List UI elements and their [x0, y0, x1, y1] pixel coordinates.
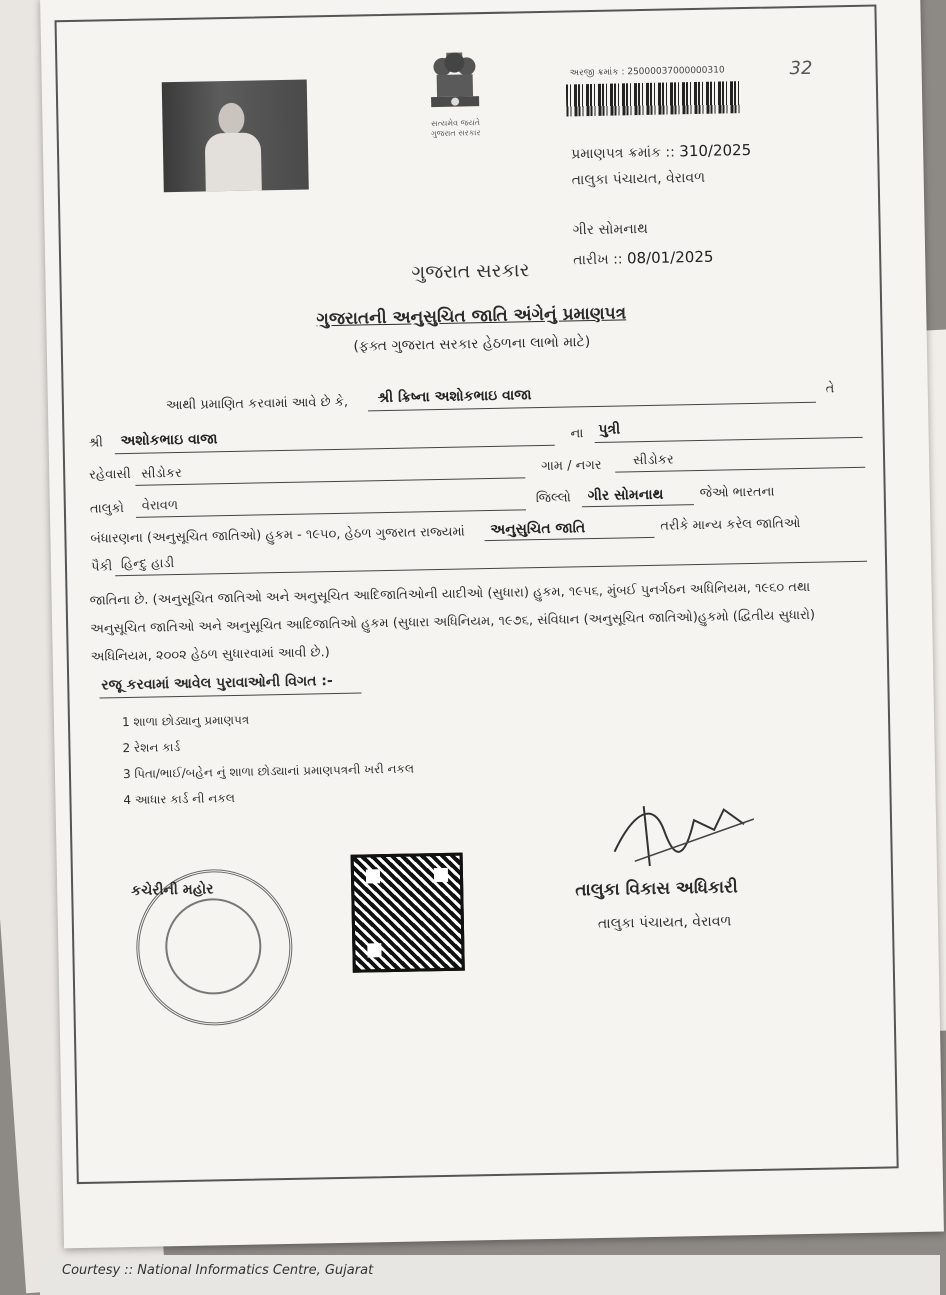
officer-title: તાલુકા વિકાસ અધિકારી — [575, 877, 738, 901]
na-label: ના — [570, 426, 584, 442]
applicant-photo — [162, 79, 309, 192]
seal-inner-ring — [164, 897, 262, 995]
evidence-item: 1 શાળા છોડ્યાનુ પ્રમાણપત્ર — [121, 712, 250, 730]
taluka-label: તાલુકો — [89, 501, 125, 517]
te-label: તે — [825, 381, 835, 397]
certify-label: આથી પ્રમાણિત કરવામાં આવે છે કે, — [165, 394, 349, 414]
evidence-item: 4 આધાર કાર્ડ ની નકલ — [123, 790, 235, 808]
evidence-heading-rule — [100, 693, 362, 699]
relation-rule — [595, 437, 863, 443]
district-value: ગીર સોમનાથ — [587, 486, 664, 505]
evidence-item: 3 પિતા/ભાઈ/બહેન નું શાળા છોડ્યાનાં પ્રમાણપત્રની ખરી નકલ — [122, 761, 415, 782]
taluka-value: વેરાવળ — [141, 498, 179, 514]
district-line: ગીર સોમનાથ — [572, 220, 649, 239]
evidence-heading: રજૂ કરવામાં આવેલ પુરાવાઓની વિગત :- — [101, 673, 333, 694]
certificate-number-label: પ્રમાણપત્ર ક્રમાંક :: — [571, 144, 676, 163]
certificate-sheet — [40, 0, 944, 1248]
photo-body — [205, 132, 262, 192]
legal-paragraph-line: અધિનિયમ, ૨૦૦૨ હેઠળ સુધારવામાં આવી છે.) — [90, 645, 330, 665]
application-number: અરજી ક્રમાંક : 25000037000000310 — [569, 65, 725, 79]
relation-value: પુત્રી — [598, 421, 621, 438]
shri-label: શ્રી — [88, 435, 104, 451]
date-label: તારીખ :: — [573, 251, 623, 269]
evidence-item: 2 રેશન કાર્ડ — [122, 740, 181, 756]
certificate-subtitle: (ફક્ત ગુજરાત સરકાર હેઠળના લાભો માટે) — [353, 334, 591, 355]
lion-capital-icon — [424, 44, 485, 115]
certificate-border — [55, 5, 899, 1185]
recognised-text: તરીકે માન્ય કરેલ જાતિઓ — [660, 516, 801, 534]
village-value: સીડોકર — [632, 452, 674, 469]
state-emblem — [409, 44, 501, 146]
certificate-number: 310/2025 — [679, 140, 752, 161]
officer-signature — [603, 789, 755, 872]
courtesy-footer: Courtesy :: National Informatics Centre, Gujarat — [62, 1263, 374, 1278]
constitution-text: બંધારણના (અનુસૂચિત જાતિઓ) હુકમ - ૧૯૫૦, હેઠળ ગુજરાત રાજ્યમાં — [90, 524, 465, 547]
caste-value: હિન્દુ હાડી — [120, 556, 175, 573]
barcode — [566, 81, 741, 116]
caste-rule — [115, 561, 867, 576]
category-value: અનુસુચિત જાતિ — [490, 520, 586, 539]
legal-paragraph-line: અનુસૂચિત જાતિઓ અને અનુસૂચિત આદિજાતિઓ હુકમ (સુધારા અધિનિયમ, ૧૯૭૬, સંવિધાન (અનુસૂચિત જાતિઓ)હુકમો (દ્વિતીય સુધારો) — [90, 607, 816, 637]
qr-code — [351, 853, 465, 973]
emblem-motto: સત્યમેવ જયતે — [430, 118, 481, 129]
office-seal-label: કચેરીની મહોર — [131, 881, 214, 899]
photo-face — [218, 103, 245, 135]
resident-rule — [135, 477, 525, 485]
father-name: અશોકભાઇ વાજા — [120, 431, 218, 450]
taluka-rule — [136, 509, 526, 517]
resident-label: રહેવાસી — [89, 466, 131, 483]
issue-date: 08/01/2025 — [626, 247, 714, 268]
office-line: તાલુકા પંચાયત, વેરાવળ — [571, 169, 706, 189]
legal-paragraph-line: જાતિના છે. (અનુસૂચિત જાતિઓ અને અનુસૂચિત આદિજાતિઓની યાદીઓ (સુધારા) હુકમ, ૧૯૫૬, મુંબઈ પુનર્ગઠન અધિનિયમ, ૧૯૬૦ તથા — [89, 579, 811, 609]
officer-office: તાલુકા પંચાયત, વેરાવળ — [597, 913, 732, 933]
india-label: જેઓ ભારતના — [699, 484, 775, 501]
emblem-government: ગુજરાત સરકાર — [430, 128, 481, 139]
handwritten-margin-number: 32 — [789, 57, 813, 80]
certificate-number-line — [571, 141, 751, 162]
district-label: જિલ્લો — [535, 490, 571, 507]
certificate-title: ગુજરાતની અનુસુચિત જાતિ અંગેનું પ્રમાણપત્ર — [316, 303, 627, 330]
government-title: ગુજરાત સરકાર — [411, 259, 530, 284]
village-label: ગામ / નગર — [541, 457, 602, 475]
district-rule — [582, 504, 694, 507]
resident-value: સીડોકર — [141, 465, 182, 482]
applicant-name: શ્રી ક્રિષ્ના અશોકભાઇ વાજા — [377, 387, 532, 407]
legal-paragraph — [89, 573, 870, 672]
among-label: પૈકી — [90, 559, 113, 575]
